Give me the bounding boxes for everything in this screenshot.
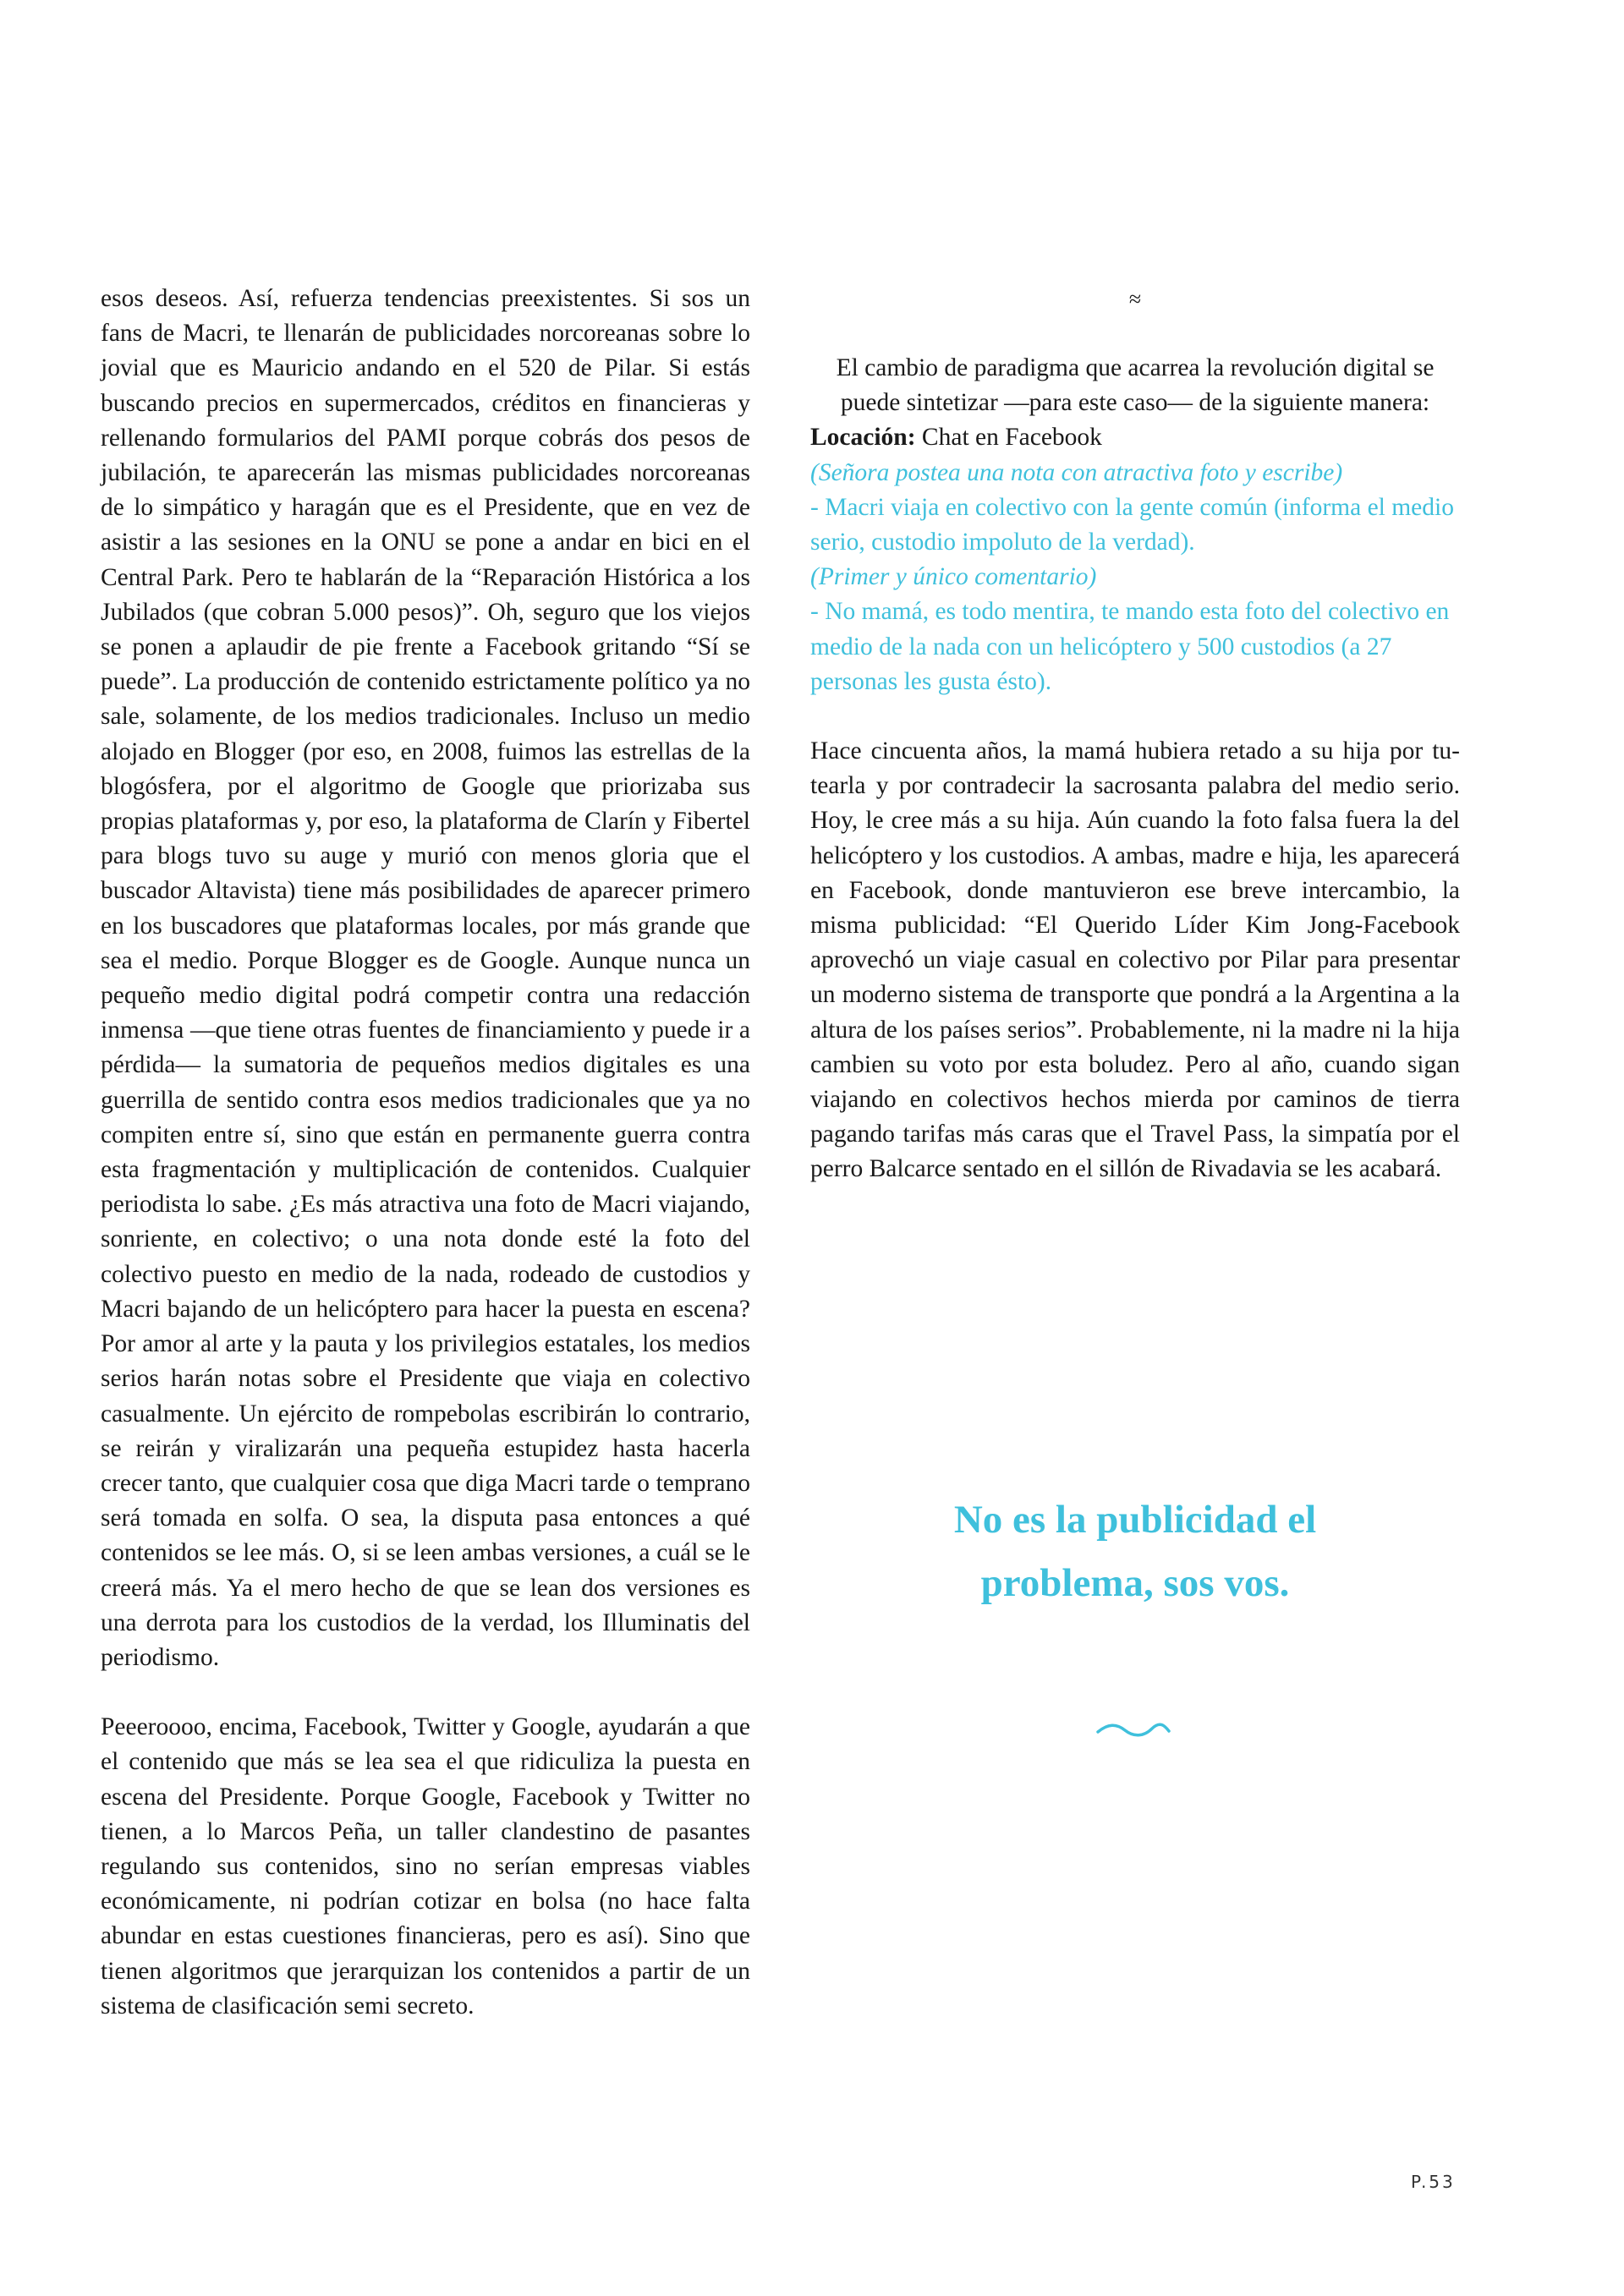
wave-icon: [1095, 1720, 1172, 1740]
page-number: P.53: [1411, 2172, 1456, 2192]
location-line: [810, 420, 1460, 455]
body-paragraph: esos deseos. Así, refuerza tendencias preexistentes. Si sos un fans de Macri, te llenarán de publicidades norcoreanas sobre lo jovial que es Mauricio andando en el 520 de Pilar. Si estás buscando precios en supermercados, créditos en financieras y rellenando formularios del PAMI porque cobrás dos pesos de jubilación, te aparecerán las mismas publicidades norcoreanas de lo simpático y haragán que es el Presidente, que en vez de asistir a las sesiones en la ONU se pone a andar en bici en el Central Park. Pero te hablarán de la “Reparación Histórica a los Jubilados (que cobran 5.000 pesos)”. Oh, seguro que los viejos se ponen a aplaudir de pie frente a Facebook gritando “Sí se puede”. La producción de contenido estrictamente político ya no sale, solamente, de los medios tradicionales. Incluso un medio alojado en Blogger (por eso, en 2008, fuimos las estrellas de la blogósfera, por el algoritmo de Google que priorizaba sus propias plataformas y, por eso, la plataforma de Clarín y Fibertel para blogs tuvo su auge y murió con menos gloria que el buscador Altavista) tiene más posibilidades de aparecer primero en los buscadores que plataformas locales, por más grande que sea el medio. Porque Blogger es de Google. Aunque nunca un pequeño medio digital podrá competir contra una redacción inmensa —que tiene otras fuentes de financiamiento y puede ir a pérdida— la sumatoria de pequeños medios digitales es una guerrilla de sentido contra esos medios tradicionales que ya no compiten entre sí, sino que están en permanente guerra contra esta fragmentación y multiplicación de contenidos. Cualquier periodista lo sabe. ¿Es más atractiva una foto de Macri viajando, sonriente, en colectivo; o una nota donde esté la foto del colectivo puesto en medio de la nada, rodeado de custodios y Macri bajando de un helicóptero para hacer la puesta en escena? Por amor al arte y la pauta y los privilegios estatales, los medios serios harán notas sobre el Presidente que viaja en colectivo casualmente. Un ejército de rompebolas escribirán lo contrario, se reirán y viralizarán una pequeña estupidez hasta hacerla crecer tanto, que cualquier cosa que diga Macri tarde o temprano será tomada en solfa. O sea, la disputa pasa entonces a qué contenidos se lee más. O, si se leen ambas versiones, a cuál se le creerá más. Ya el mero hecho de que se lean dos versiones es una derrota para los custodios de la verdad, los Illuminatis del periodismo.: [101, 285, 750, 1671]
stage-direction: (Señora postea una nota con atractiva foto y escribe): [810, 458, 1343, 486]
stage-direction: (Primer y único comentario): [810, 563, 1097, 591]
pull-quote: [810, 1488, 1460, 1615]
left-column: [101, 282, 750, 2024]
location-label: Locación:: [810, 424, 916, 452]
pull-quote-line: No es la publicidad el: [953, 1498, 1317, 1542]
pull-quote-line: problema, sos vos.: [980, 1561, 1290, 1605]
intro-paragraph: El cambio de paradigma que acarrea la revolución digital se puede sintetizar —para este caso— de la siguiente manera:: [836, 354, 1435, 417]
right-column: [810, 282, 1460, 1187]
closing-paragraph: Hace cincuenta años, la mamá hubiera retado a su hija por tutearla y por contradecir la sacrosanta palabra del medio serio. Hoy, le cree más a su hija. Aún cuando la foto falsa fuera la del helicóptero y los custodios. A ambas, madre e hija, les aparecerá en Facebook, donde mantuvieron ese breve intercambio, la misma publicidad: “El Querido Líder Kim Jong-Facebook aprovechó un viaje casual en colectivo por Pilar para presentar un moderno sistema de transporte que pondrá a la Argentina a la altura de los países serios”. Probablemente, ni la madre ni la hija cambien su voto por esta boludez. Pero al año, cuando sigan viajando en colectivos hechos mierda por caminos de tierra pagando tarifas más caras que el Travel Pass, la simpatía por el perro Balcarce sentado en el sillón de Rivadavia se les acabará.: [810, 737, 1460, 1183]
location-value: Chat en Facebook: [915, 424, 1102, 452]
dialogue-line: - Macri viaja en colectivo con la gente común (informa el medio serio, custodio impoluto de la verdad).: [810, 493, 1454, 556]
dialogue-line: - No mamá, es todo mentira, te mando esta foto del colectivo en medio de la nada con un helicóptero y 500 custodios (a 27 personas les gusta ésto).: [810, 598, 1450, 695]
body-paragraph: Peeeroooo, encima, Facebook, Twitter y Google, ayudarán a que el contenido que más se lea sea el que ridiculiza la puesta en escena del Presidente. Porque Google, Facebook y Twitter no tienen, a lo Marcos Peña, un taller clandestino de pasantes regulando sus contenidos, sino no serían empresas viables económicamente, ni podrían cotizar en bolsa (no hace falta abundar en estas cuestiones financieras, pero es así). Sino que tienen algoritmos que jerarquizan los contenidos a partir de un sistema de clasificación semi secreto.: [101, 1713, 750, 2019]
section-divider-icon: ≈: [1128, 287, 1142, 311]
